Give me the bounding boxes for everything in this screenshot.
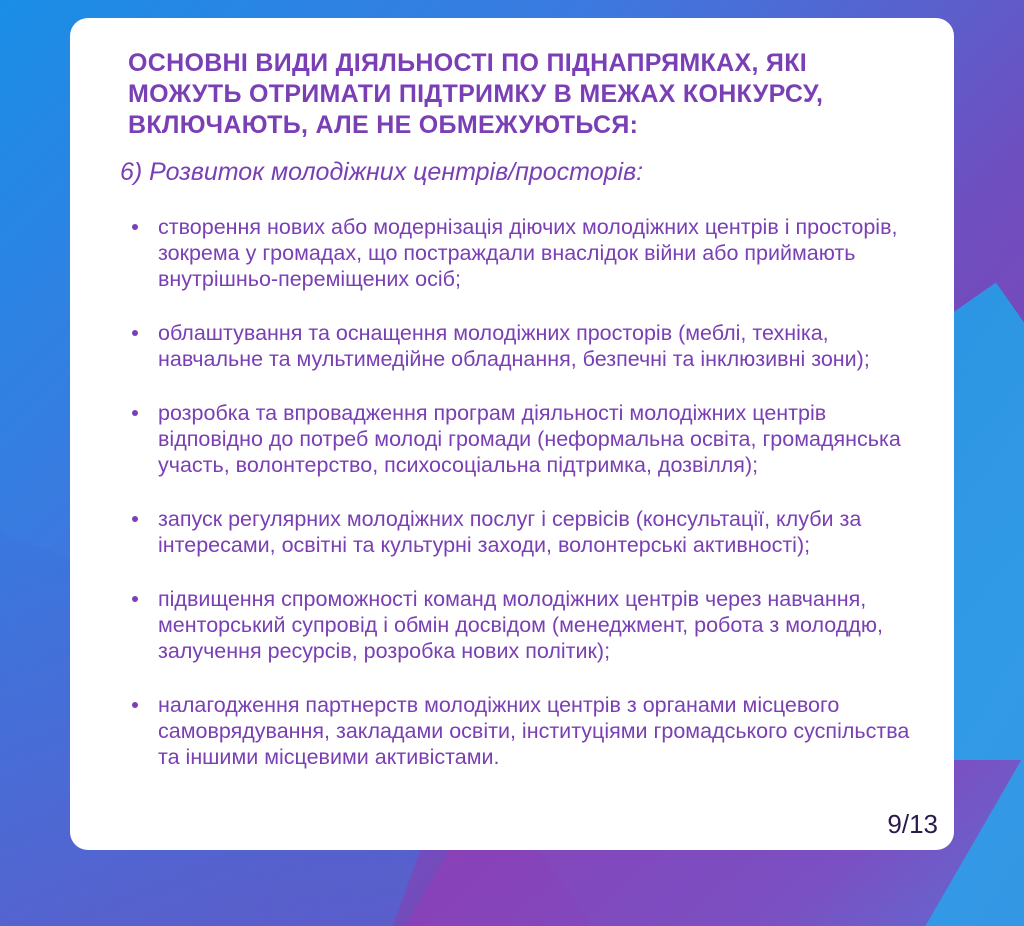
list-item [128, 400, 914, 478]
bullet-icon [132, 516, 138, 522]
list-item [128, 320, 914, 372]
list-item-text: підвищення спроможності команд молодіжних центрів через навчання, менторський супровід і обмін досвідом (менеджмент, робота з молоддю, залучення ресурсів, розробка нових політик); [158, 587, 883, 663]
list-item [128, 214, 914, 292]
bullet-icon [132, 224, 138, 230]
bullet-icon [132, 410, 138, 416]
bullet-icon [132, 702, 138, 708]
list-item [128, 586, 914, 664]
bullet-icon [132, 330, 138, 336]
page-number: 9/13 [887, 809, 938, 839]
list-item-text: налагодження партнерств молодіжних центрів з органами місцевого самоврядування, закладами освіти, інституціями громадського суспільства та іншими місцевими активістами. [158, 693, 910, 769]
bullet-icon [132, 596, 138, 602]
page-title: ОСНОВНІ ВИДИ ДІЯЛЬНОСТІ ПО ПІДНАПРЯМКАХ, ЯКІ МОЖУТЬ ОТРИМАТИ ПІДТРИМКУ В МЕЖАХ КОНКУРСУ, ВКЛЮЧАЮТЬ, АЛЕ НЕ ОБМЕЖУЮТЬСЯ: [128, 49, 824, 139]
content-card [70, 18, 954, 850]
section-subtitle: 6) Розвиток молодіжних центрів/просторів: [120, 158, 644, 186]
activities-list [128, 214, 914, 770]
list-item-text: облаштування та оснащення молодіжних просторів (меблі, техніка, навчальне та мультимедійне обладнання, безпечні та інклюзивні зони); [158, 321, 870, 371]
list-item-text: запуск регулярних молодіжних послуг і сервісів (консультації, клуби за інтересами, освітні та культурні заходи, волонтерські активності); [158, 507, 862, 557]
list-item [128, 692, 914, 770]
list-item-text: створення нових або модернізація діючих молодіжних центрів і просторів, зокрема у громадах, що постраждали внаслідок війни або приймають внутрішньо-переміщених осіб; [158, 215, 898, 291]
list-item [128, 506, 914, 558]
list-item-text: розробка та впровадження програм діяльності молодіжних центрів відповідно до потреб молоді громади (неформальна освіта, громадянська участь, волонтерство, психосоціальна підтримка, дозвілля); [158, 401, 901, 477]
